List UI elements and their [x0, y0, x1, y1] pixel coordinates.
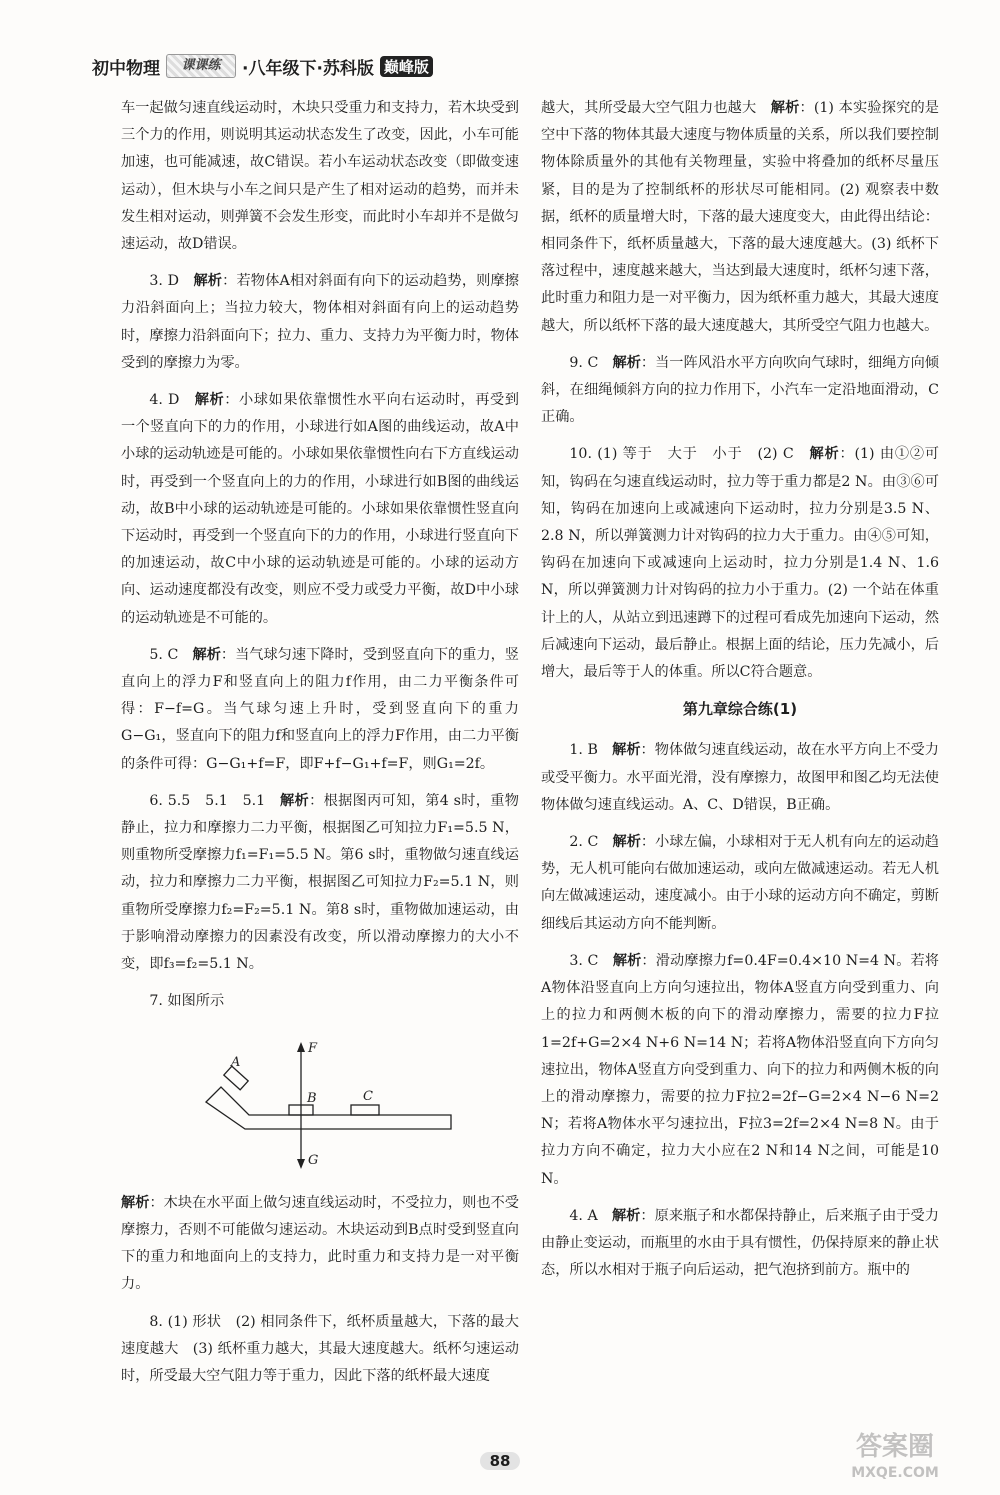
answer-8: 8. (1) 形状 (2) 相同条件下，纸杯质量越大，下落的最大速度越大 (3) 纸杯重力越大，其最大速度越大。纸杯匀速运动时，所受最大空气阻力等于重力，因此下落的纸杯最大速度: [121, 1313, 519, 1384]
label-a: A: [231, 1054, 241, 1070]
label-c: C: [363, 1088, 373, 1104]
answer-number: 4. D: [149, 392, 180, 409]
answer-number: 9. C: [569, 354, 599, 371]
analysis-text: ：当一阵风沿水平方向吹向气球时，细绳方向倾斜，在细绳倾斜方向的拉力作用下，小汽车一定沿地面滑动，C正确。: [541, 354, 939, 426]
analysis-label: 解析: [121, 1194, 150, 1211]
analysis-label: 解析: [770, 100, 800, 116]
answer-number: 1. B: [569, 742, 598, 759]
analysis-text: ：木块在水平面上做匀速直线运动时，不受拉力，则也不受摩擦力，否则不可能做匀速运动。木块运动到B点时受到竖直向下的重力和地面向上的支持力，此时重力和支持力是一对平衡力。: [121, 1194, 519, 1293]
analysis-text: ：当气球匀速下降时，受到竖直向下的重力，竖直向上的浮力F和竖直向上的阻力f作用，由二力平衡条件可得：F−f=G。当气球匀速上升时，受到竖直向下的重力G−G₁，竖直向下的阻力f和竖直向上的浮力F作用，由二力平衡的条件可得：G−G₁+f=F，即F+f−G₁+f=F，则G₁=2f。: [121, 646, 519, 772]
watermark-text: 答案圈: [855, 1432, 935, 1462]
watermark-logo: [820, 1423, 970, 1483]
answer-number: 6. 5.5 5.1 5.1: [149, 792, 266, 809]
analysis-label: 解析: [192, 646, 221, 663]
analysis-text: ：根据图丙可知，第4 s时，重物静止，拉力和摩擦力二力平衡，根据图乙可知拉力F₁=5.5 N，则重物所受摩擦力f₁=F₁=5.5 N。第6 s时，重物做匀速直线运动，拉力和摩擦力二力平衡，根据图乙可知拉力F₂=5.1 N，则重物所受摩擦力f₂=F₂=5.1 N。第8 s时，重物做加速运动，由于影响滑动摩擦力的因素没有改变，所以滑动摩擦力的大小不变，即f₃=f₂=5.1 N。: [121, 792, 519, 973]
analysis-text: ：物体做匀速直线运动，故在水平方向上不受力或受平衡力。水平面光滑，没有摩擦力，故图甲和图乙均无法使物体做匀速直线运动。A、C、D错误，B正确。: [541, 742, 939, 813]
answer-5: [121, 642, 519, 778]
analysis-text: ：小球如果依靠惯性水平向右运动时，再受到一个竖直向下的力的作用，小球进行如A图的曲线运动，故A中小球的运动轨迹是可能的。小球如果依靠惯性向右下方直线运动时，再受到一个竖直向上的力的作用，小球进行如B图的曲线运动，故B中小球的运动轨迹是可能的。小球如果依靠惯性竖直向下运动时，再受到一个竖直向下的力的作用，小球进行竖直向下的加速运动，故C中小球的运动轨迹是可能的。小球的运动方向、运动速度都没有改变，则应不受力或受力平衡，故D中小球的运动轨迹是不可能的。: [121, 392, 519, 626]
label-b: B: [307, 1090, 317, 1106]
answer-number: 4. A: [569, 1207, 598, 1224]
analysis-text: ：(1) 由①②可知，钩码在匀速直线运动时，拉力等于重力都是2 N。由③⑥可知，钩码在加速向上或减速向下运动时，拉力分别是3.5 N、2.8 N，所以弹簧测力计对钩码的拉力大于重力。由④⑤可知，钩码在加速向下或减速向上运动时，拉力分别是1.4 N、1.6 N，所以弹簧测力计对钩码的拉力小于重力。(2) 一个站在体重计上的人，从站立到迅速蹲下的过程可看成先加速向下运动，然后减速向下运动，最后静止。根据上面的结论，压力先减小，后增大，最后等于人的体重。所以C符合题意。: [541, 446, 939, 681]
section-answer-4: [541, 1203, 939, 1285]
page-number-text: 88: [480, 1452, 521, 1470]
answer-9: [541, 350, 939, 432]
left-column: [121, 95, 519, 1400]
analysis-label: 解析: [612, 952, 642, 969]
answer-number: 3. D: [149, 273, 179, 290]
section-answer-3: [541, 948, 939, 1193]
answer-3: [121, 268, 519, 377]
series-logo: 课课练: [166, 54, 236, 78]
analysis-label: 解析: [612, 834, 641, 851]
section-answer-2: [541, 829, 939, 938]
edition-badge: 巅峰版: [380, 56, 433, 77]
analysis-label: 解析: [611, 1207, 641, 1224]
right-column: [541, 95, 939, 1294]
analysis-label: 解析: [193, 273, 223, 290]
page-header: [92, 50, 433, 82]
analysis-label: 解析: [612, 354, 641, 371]
label-g: G: [308, 1152, 319, 1168]
section-answer-1: [541, 737, 939, 819]
analysis-text: ：小球左偏，小球相对于无人机有向左的运动趋势，无人机可能向右做加速运动，或向左做减速运动。若无人机向左做减速运动，速度减小。由于小球的运动方向不确定，剪断细线后其运动方向不能判断。: [541, 834, 939, 932]
answer-number: 10. (1) 等于 大于 小于 (2) C: [569, 446, 794, 463]
analysis-label: 解析: [280, 792, 310, 809]
label-f: F: [308, 1040, 318, 1056]
analysis-text: ：原来瓶子和水都保持静止，后来瓶子由于受力由静止变运动，而瓶里的水由于具有惯性，仍保持原来的静止状态，所以水相对于瓶子向后运动，把气泡挤到前方。瓶中的: [541, 1207, 939, 1279]
section-title: 第九章综合练(1): [682, 700, 798, 719]
answer-8-continued: [541, 95, 939, 340]
analysis-text: ：(1) 本实验探究的是空中下落的物体其最大速度与物体质量的关系，所以我们要控制物体除质量外的其他有关物理量，实验中将叠加的纸杯尽量压紧，目的是为了控制纸杯的形状尽可能相同。(2) 观察表中数据，纸杯的质量增大时，下落的最大速度变大，由此得出结论：相同条件下，纸杯质量越大，下落的最大速度越大。(3) 纸杯下落过程中，速度越来越大，当达到最大速度时，纸杯匀速下落，此时重力和阻力是一对平衡力，因为纸杯重力越大，其最大速度越大，所以纸杯下落的最大速度越大，其所受空气阻力也越大。: [541, 100, 939, 334]
answer-number: 3. C: [569, 952, 599, 969]
answer-4: [121, 387, 519, 632]
force-diagram: [121, 1032, 519, 1172]
analysis-label: 解析: [809, 446, 840, 463]
answer-7: 7. 如图所示: [149, 993, 225, 1010]
ramp-shape: [206, 1087, 451, 1129]
answer-7-analysis: [121, 1190, 519, 1299]
block-c: [351, 1105, 379, 1115]
watermark-url: MXQE.COM: [851, 1465, 939, 1481]
analysis-label: 解析: [194, 392, 225, 409]
header-grade: ·八年级下·苏科版: [242, 58, 374, 79]
paragraph: 车一起做匀速直线运动时，木块只受重力和支持力，若木块受到三个力的作用，则说明其运动状态发生了改变，因此，小车可能加速，也可能减速，故C错误。若小车运动状态改变（即做变速运动），但木块与小车之间只是产生了相对运动的趋势，而并未发生相对运动，则弹簧不会发生形变，而此时小车却并不是做匀速运动，故D错误。: [121, 100, 519, 253]
answer-6: [121, 788, 519, 978]
analysis-text: ：若物体A相对斜面有向下的运动趋势，则摩擦力沿斜面向上；当拉力较大，物体相对斜面有向上的运动趋势时，摩擦力沿斜面向下；拉力、重力、支持力为平衡力时，物体受到的摩擦力为零。: [121, 273, 519, 371]
answer-number: 5. C: [149, 646, 179, 663]
analysis-label: 解析: [612, 742, 641, 759]
header-subject: 初中物理: [92, 58, 160, 79]
answer-number: 2. C: [569, 834, 599, 851]
answer-text: 越大，其所受最大空气阻力也越大: [541, 100, 757, 116]
analysis-text: ：滑动摩擦力f=0.4F=0.4×10 N=4 N。若将A物体沿竖直向上方向匀速拉出，物体A竖直方向受到重力、向上的拉力和两侧木板的向下的滑动摩擦力，需要的拉力F拉1=2f+G=2×4 N+6 N=14 N；若将A物体沿竖直向下方向匀速拉出，物体A竖直方向受到重力、向下的拉力和两侧木板的向上的滑动摩擦力，需要的拉力F拉2=2f−G=2×4 N−6 N=2 N；若将A物体水平匀速拉出，F拉3=2f=2×4 N=8 N。由于拉力方向不确定，拉力大小应在2 N和14 N之间，可能是10 N。: [541, 952, 939, 1187]
answer-10: [541, 441, 939, 686]
